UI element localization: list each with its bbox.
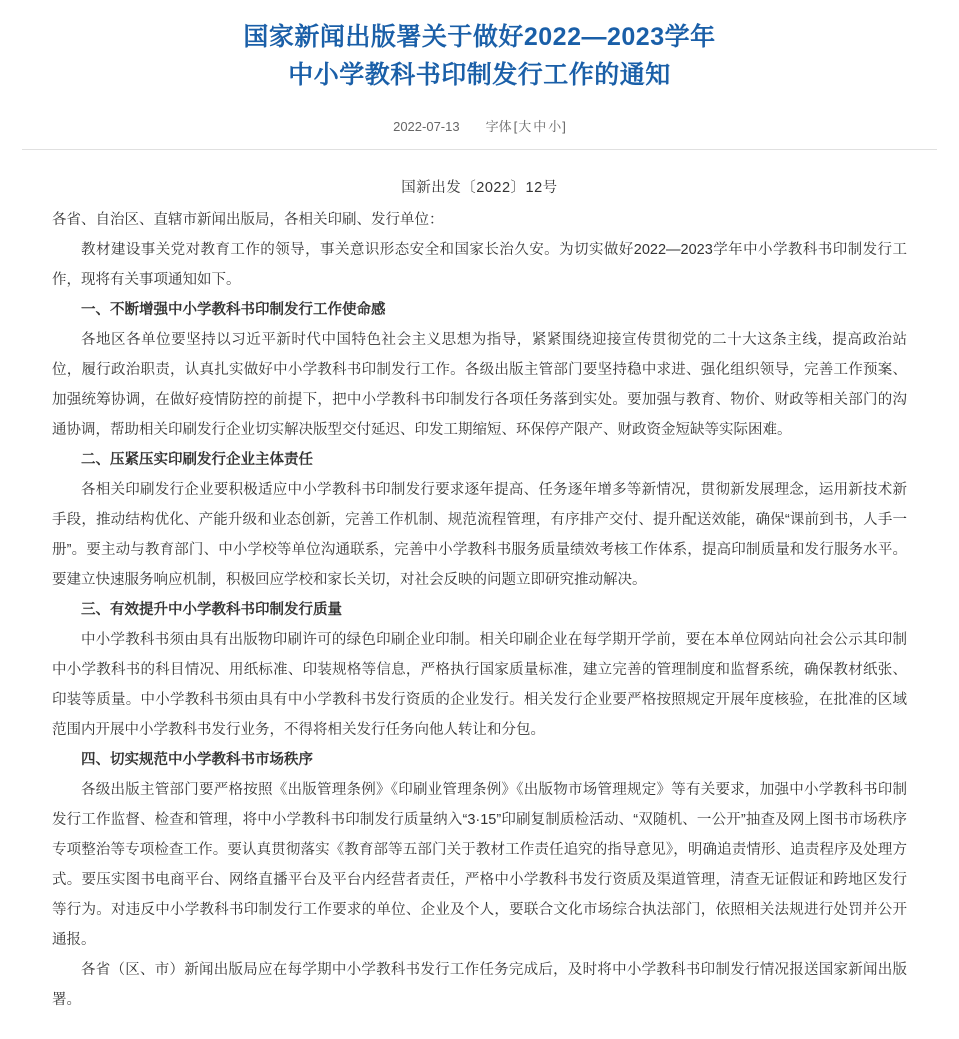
body-paragraph: 教材建设事关党对教育工作的领导，事关意识形态安全和国家长治久安。为切实做好2022—2023学年中小学教科书印制发行工作，现将有关事项通知如下。 xyxy=(52,242,907,288)
section-heading: 一、不断增强中小学教科书印制发行工作使命感 xyxy=(81,302,386,318)
section-heading: 四、切实规范中小学教科书市场秩序 xyxy=(81,752,313,768)
publish-date: 2022-07-13 xyxy=(393,119,460,134)
font-size-label: 字体 xyxy=(485,119,512,134)
document-number: 国新出发〔2022〕12号 xyxy=(401,180,558,196)
body-paragraph: 中小学教科书须由具有出版物印刷许可的绿色印刷企业印制。相关印刷企业在每学期开学前，要在本单位网站向社会公示其印制中小学教科书的科目情况、用纸标准、印装规格等信息，严格执行国家质量标准，建立完善的管理制度和监督系统，确保教材纸张、印装等质量。中小学教科书须由具有中小学教科书发行资质的企业发行。相关发行企业要严格按照规定开展年度核验，在批准的区域范围内开展中小学教科书发行业务，不得将相关发行任务向他人转让和分包。 xyxy=(52,632,907,738)
bracket-open: [ xyxy=(513,119,518,134)
document-body xyxy=(0,205,959,1039)
font-size-medium-button[interactable]: 中 xyxy=(533,119,547,134)
page-title-line-1: 国家新闻出版署关于做好2022—2023学年 xyxy=(243,23,716,51)
body-paragraph: 各省（区、市）新闻出版局应在每学期中小学教科书发行工作任务完成后，及时将中小学教科书印制发行情况报送国家新闻出版署。 xyxy=(52,962,907,1008)
body-paragraph: 各级出版主管部门要严格按照《出版管理条例》《印刷业管理条例》《出版物市场管理规定》等有关要求，加强中小学教科书印制发行工作监督、检查和管理，将中小学教科书印制发行质量纳入“3·15”印刷复制质检活动、“双随机、一公开”抽查及网上图书市场秩序专项整治等专项检查工作。要认真贯彻落实《教育部等五部门关于教材工作责任追究的指导意见》，明确追责情形、追责程序及处理方式。要压实图书电商平台、网络直播平台及平台内经营者责任，严格中小学教科书发行资质及渠道管理，清查无证假证和跨地区发行等行为。对违反中小学教科书印制发行工作要求的单位、企业及个人，要联合文化市场综合执法部门，依照相关法规进行处罚并公开通报。 xyxy=(52,782,907,948)
page-title-line-2: 中小学教科书印制发行工作的通知 xyxy=(288,61,671,89)
section-heading: 三、有效提升中小学教科书印制发行质量 xyxy=(81,602,342,618)
page-title xyxy=(0,0,959,94)
section-heading: 二、压紧压实印刷发行企业主体责任 xyxy=(81,452,313,468)
font-size-controls xyxy=(514,119,566,134)
body-paragraph: 各省、自治区、直辖市新闻出版局，各相关印刷、发行单位： xyxy=(52,212,444,228)
body-paragraph: 各相关印刷发行企业要积极适应中小学教科书印制发行要求逐年提高、任务逐年增多等新情况，贯彻新发展理念，运用新技术新手段，推动结构优化、产能升级和业态创新，完善工作机制、规范流程管理，有序排产交付、提升配送效能，确保“课前到书，人手一册”。要主动与教育部门、中小学校等单位沟通联系，完善中小学教科书服务质量绩效考核工作体系，提高印制质量和发行服务水平。要建立快速服务响应机制，积极回应学校和家长关切，对社会反映的问题立即研究推动解决。 xyxy=(52,482,907,588)
font-size-small-button[interactable]: 小 xyxy=(548,119,562,134)
body-paragraph: 各地区各单位要坚持以习近平新时代中国特色社会主义思想为指导，紧紧围绕迎接宣传贯彻党的二十大这条主线，提高政治站位，履行政治职责，认真扎实做好中小学教科书印制发行工作。各级出版主管部门要坚持稳中求进、强化组织领导，完善工作预案、加强统筹协调，在做好疫情防控的前提下，把中小学教科书印制发行各项任务落到实处。要加强与教育、物价、财政等相关部门的沟通协调，帮助相关印刷发行企业切实解决版型交付延迟、印发工期缩短、环保停产限产、财政资金短缺等实际困难。 xyxy=(52,332,907,438)
bracket-close: ] xyxy=(562,119,566,134)
font-size-large-button[interactable]: 大 xyxy=(518,119,532,134)
document-meta-bar xyxy=(0,94,959,149)
